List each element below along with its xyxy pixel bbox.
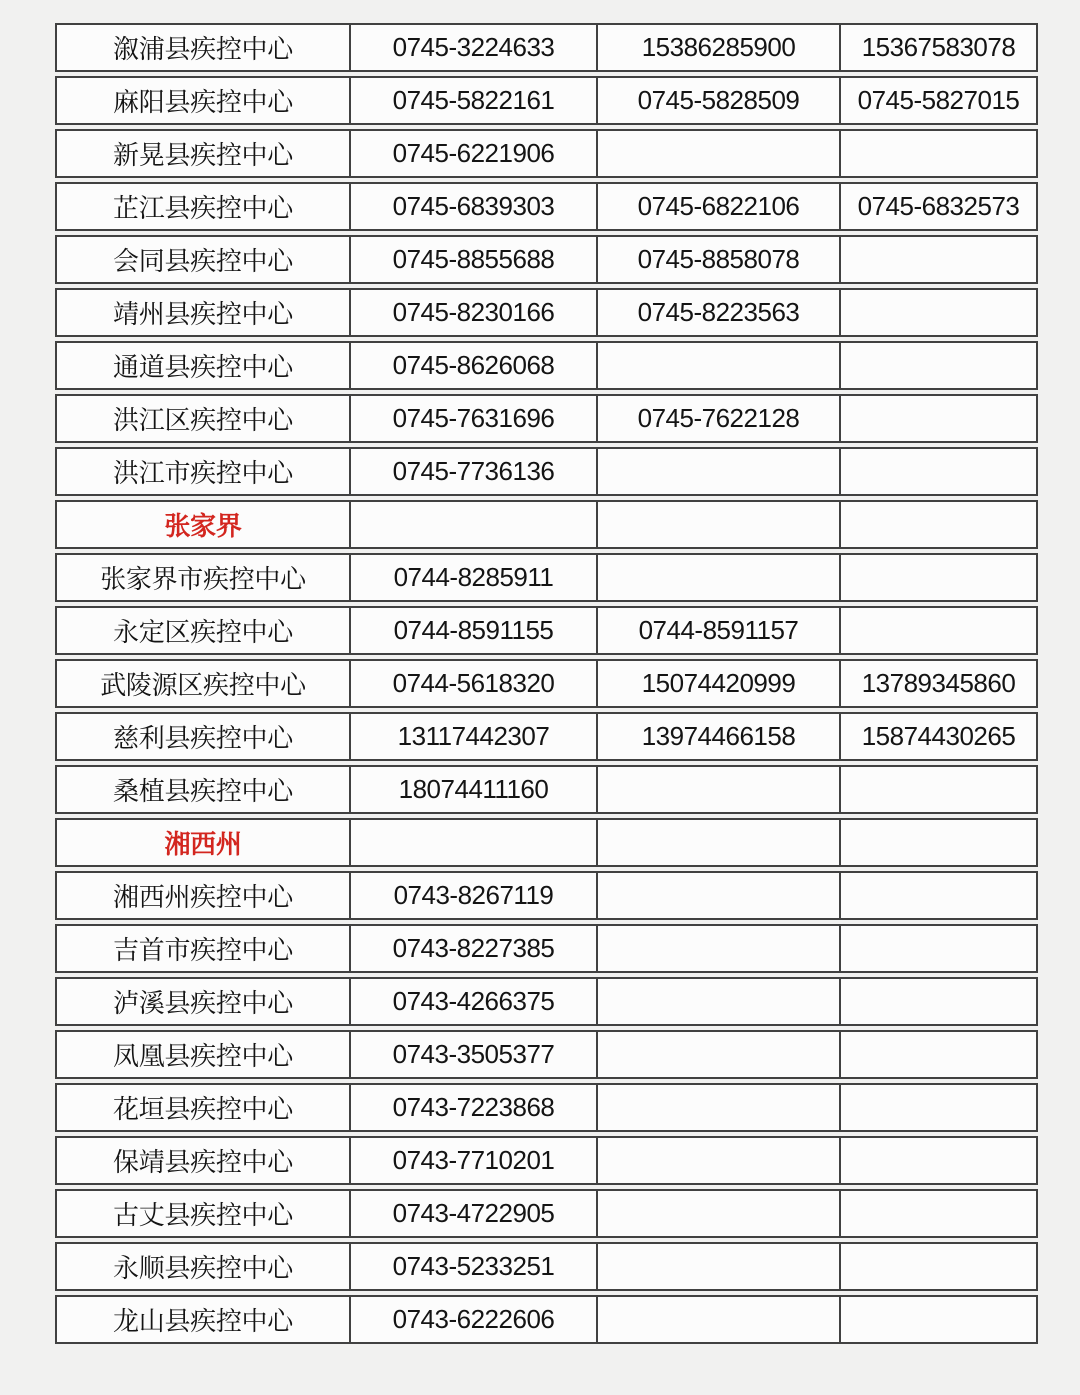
phone-cell-1: 0744-8591155 [349, 606, 596, 655]
org-name-cell: 芷江县疾控中心 [55, 182, 349, 231]
phone-cell-1: 0743-3505377 [349, 1030, 596, 1079]
table-row [55, 23, 1038, 72]
phone-cell-3: 13789345860 [839, 659, 1038, 708]
table-row [55, 871, 1038, 920]
phone-cell-3 [839, 924, 1038, 973]
phone-cell-2 [596, 1295, 839, 1344]
phone-cell-2 [596, 1083, 839, 1132]
phone-cell-1: 0745-6221906 [349, 129, 596, 178]
phone-cell-3: 0745-6832573 [839, 182, 1038, 231]
phone-cell-1: 0745-7736136 [349, 447, 596, 496]
table-row [55, 76, 1038, 125]
phone-cell-3 [839, 235, 1038, 284]
org-name-cell: 通道县疾控中心 [55, 341, 349, 390]
phone-cell-1: 0743-4722905 [349, 1189, 596, 1238]
phone-cell-2 [596, 1189, 839, 1238]
phone-cell-2 [596, 1136, 839, 1185]
phone-cell-3 [839, 1136, 1038, 1185]
table-row [55, 977, 1038, 1026]
phone-cell-1: 0743-7710201 [349, 1136, 596, 1185]
section-header-row [55, 818, 1038, 867]
org-name-cell: 麻阳县疾控中心 [55, 76, 349, 125]
phone-cell-3 [839, 500, 1038, 549]
section-title-cell: 张家界 [55, 500, 349, 549]
table-row [55, 235, 1038, 284]
phone-cell-3 [839, 553, 1038, 602]
org-name-cell: 靖州县疾控中心 [55, 288, 349, 337]
phone-cell-2: 0745-6822106 [596, 182, 839, 231]
org-name-cell: 洪江市疾控中心 [55, 447, 349, 496]
phone-cell-2 [596, 341, 839, 390]
table-row [55, 394, 1038, 443]
phone-cell-2: 15386285900 [596, 23, 839, 72]
phone-cell-3 [839, 1083, 1038, 1132]
table-row [55, 288, 1038, 337]
phone-cell-1: 0744-8285911 [349, 553, 596, 602]
phone-cell-1: 0745-5822161 [349, 76, 596, 125]
phone-cell-1 [349, 818, 596, 867]
org-name-cell: 新晃县疾控中心 [55, 129, 349, 178]
org-name-cell: 古丈县疾控中心 [55, 1189, 349, 1238]
phone-cell-2 [596, 977, 839, 1026]
section-header-row [55, 500, 1038, 549]
phone-cell-2 [596, 871, 839, 920]
phone-cell-3 [839, 765, 1038, 814]
phone-cell-2 [596, 553, 839, 602]
phone-cell-2 [596, 447, 839, 496]
phone-cell-1: 0745-6839303 [349, 182, 596, 231]
table-row [55, 1083, 1038, 1132]
org-name-cell: 永定区疾控中心 [55, 606, 349, 655]
phone-cell-2 [596, 818, 839, 867]
phone-cell-2: 0744-8591157 [596, 606, 839, 655]
phone-cell-2 [596, 1242, 839, 1291]
phone-cell-2: 15074420999 [596, 659, 839, 708]
phone-cell-3 [839, 818, 1038, 867]
phone-cell-3 [839, 1189, 1038, 1238]
phone-cell-2 [596, 924, 839, 973]
table-row [55, 659, 1038, 708]
phone-cell-1: 13117442307 [349, 712, 596, 761]
phone-cell-1: 0743-8267119 [349, 871, 596, 920]
table-row [55, 1136, 1038, 1185]
phone-cell-3 [839, 977, 1038, 1026]
phone-cell-1: 0745-7631696 [349, 394, 596, 443]
section-title-cell: 湘西州 [55, 818, 349, 867]
table-row [55, 182, 1038, 231]
phone-cell-3 [839, 341, 1038, 390]
phone-cell-3 [839, 1242, 1038, 1291]
phone-cell-3 [839, 1030, 1038, 1079]
phone-cell-1: 18074411160 [349, 765, 596, 814]
table-row [55, 765, 1038, 814]
phone-cell-3: 15874430265 [839, 712, 1038, 761]
phone-cell-1 [349, 500, 596, 549]
org-name-cell: 桑植县疾控中心 [55, 765, 349, 814]
org-name-cell: 凤凰县疾控中心 [55, 1030, 349, 1079]
org-name-cell: 武陵源区疾控中心 [55, 659, 349, 708]
phone-cell-3 [839, 394, 1038, 443]
org-name-cell: 会同县疾控中心 [55, 235, 349, 284]
phone-cell-2: 0745-7622128 [596, 394, 839, 443]
phone-cell-1: 0743-4266375 [349, 977, 596, 1026]
table-row [55, 1030, 1038, 1079]
org-name-cell: 永顺县疾控中心 [55, 1242, 349, 1291]
table-row [55, 924, 1038, 973]
table-row [55, 712, 1038, 761]
phone-cell-1: 0743-6222606 [349, 1295, 596, 1344]
table-row [55, 1242, 1038, 1291]
phone-cell-3 [839, 1295, 1038, 1344]
org-name-cell: 慈利县疾控中心 [55, 712, 349, 761]
org-name-cell: 吉首市疾控中心 [55, 924, 349, 973]
phone-cell-2: 0745-5828509 [596, 76, 839, 125]
phone-cell-2 [596, 129, 839, 178]
phone-cell-1: 0745-8855688 [349, 235, 596, 284]
table-row [55, 129, 1038, 178]
cdc-contact-table [55, 19, 1038, 1348]
phone-cell-3 [839, 871, 1038, 920]
phone-cell-2: 13974466158 [596, 712, 839, 761]
phone-cell-2: 0745-8223563 [596, 288, 839, 337]
phone-cell-1: 0745-8230166 [349, 288, 596, 337]
phone-cell-3: 15367583078 [839, 23, 1038, 72]
org-name-cell: 湘西州疾控中心 [55, 871, 349, 920]
org-name-cell: 洪江区疾控中心 [55, 394, 349, 443]
phone-cell-3 [839, 447, 1038, 496]
phone-cell-2 [596, 765, 839, 814]
org-name-cell: 泸溪县疾控中心 [55, 977, 349, 1026]
phone-cell-1: 0744-5618320 [349, 659, 596, 708]
table-row [55, 447, 1038, 496]
org-name-cell: 溆浦县疾控中心 [55, 23, 349, 72]
phone-cell-3 [839, 129, 1038, 178]
phone-cell-1: 0743-8227385 [349, 924, 596, 973]
phone-cell-2 [596, 1030, 839, 1079]
org-name-cell: 龙山县疾控中心 [55, 1295, 349, 1344]
phone-cell-3 [839, 288, 1038, 337]
table-row [55, 553, 1038, 602]
phone-cell-1: 0745-3224633 [349, 23, 596, 72]
cdc-contact-table-body [55, 23, 1038, 1344]
phone-cell-3 [839, 606, 1038, 655]
phone-cell-2: 0745-8858078 [596, 235, 839, 284]
phone-cell-2 [596, 500, 839, 549]
table-row [55, 1189, 1038, 1238]
phone-cell-3: 0745-5827015 [839, 76, 1038, 125]
table-row [55, 1295, 1038, 1344]
table-row [55, 606, 1038, 655]
phone-cell-1: 0745-8626068 [349, 341, 596, 390]
table-row [55, 341, 1038, 390]
phone-cell-1: 0743-5233251 [349, 1242, 596, 1291]
org-name-cell: 保靖县疾控中心 [55, 1136, 349, 1185]
org-name-cell: 花垣县疾控中心 [55, 1083, 349, 1132]
phone-cell-1: 0743-7223868 [349, 1083, 596, 1132]
org-name-cell: 张家界市疾控中心 [55, 553, 349, 602]
